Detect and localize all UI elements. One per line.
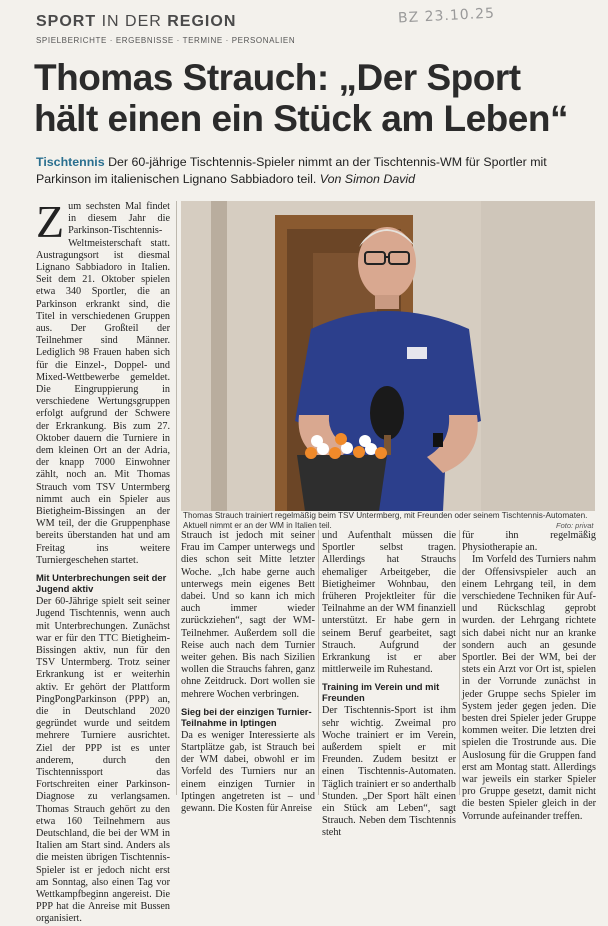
column-3-paragraph-1: und Aufenthalt müssen die Sportler selbst tragen. Allerdings hat Strauchs ehemaliger Arbeitgeber, die Bietigheimer Wohnbau, den früheren Projektleiter für die Teilnahme an der WM finanziell unterstützt. Er habe gern in seinem Beruf gearbeitet, sagt Strauch. Aufgrund der Erkrankung ist er aber mittlerweile im Ruhestand. <box>322 530 456 676</box>
subheading-training: Training im Verein und mit Freunden <box>322 681 440 704</box>
article-column-4 <box>462 530 596 823</box>
column-2-paragraph-1: Strauch ist jedoch mit seiner Frau im Camper unterwegs und dies schon seit Mitte letzter Woche. „Ich habe gerne auch unterwegs mein eigenes Bett dabei. Und so kann ich mich auch immer wieder zurückziehen“, sagt der WM-Teilnehmer. Außerdem soll die Reise auch nach dem Turnier weiter gehen. Bis nach Sizilien wollen die Strauchs fahren, ganz ohne Zeitdruck. Dort wollen sie mehrere Wochen verbringen. <box>181 530 315 700</box>
teaser-author: Von Simon David <box>319 172 416 186</box>
handwritten-date-note: BZ 23.10.25 <box>397 5 496 27</box>
article-column-1 <box>36 196 170 926</box>
column-divider <box>459 530 460 795</box>
article-column-2 <box>181 530 315 815</box>
column-4-paragraph-2: Im Vorfeld des Turniers nahm der Offensivspieler auch an einem Lehrgang teil, in dem verschiedene Techniken für Auf- und Rückschlag geprobt wurden. der Lehrgang richtete sich dabei nicht nur an kranke sondern auch an gesunde Sportler. Bei der WM, bei der stets ein Arzt vor Ort ist, spielen in der Vorrunde zunächst in jeder Gruppe sechs Spieler im System jeder gegen jeden. Die besten drei Spieler jeder Gruppe kommen weiter. Die letzten drei spielen die Trostrunde aus. Die Auslosung für die Gruppen fand erst am Montag statt. Allerdings war jeweils ein starker Spieler pro Gruppe gesetzt, damit nicht die besten Spieler gleich in der Vorrunde aufeinander treffen. <box>462 554 596 822</box>
subheading-jugend: Mit Unterbrechungen seit der Jugend aktiv <box>36 572 167 595</box>
column-divider <box>176 201 177 795</box>
photo-caption: Thomas Strauch trainiert regelmäßig beim TSV Untermberg, mit Freunden oder seinem Tischtennis-Automaten. Aktuell nimmt er an der WM in Italien teil. <box>183 511 588 530</box>
section-title: SPORT IN DER REGION <box>36 13 237 30</box>
teaser <box>36 154 592 188</box>
column-1-paragraph-1: um sechsten Mal findet in diesem Jahr die Parkinson-Tischtennis-Weltmeisterschaft statt. Austragungsort ist diesmal Lignano Sabbiadoro in Italien. Seit dem 21. Oktober spielen etwa 340 Sportler, die an Parkinson erkrankt sind, die Titel in verschiedenen Gruppen aus. Der Großteil der Teilnehmer sind Männer. Lediglich 98 Frauen haben sich für die Einzel-, Doppel- und Mixed-Wettbewerbe gemeldet. Die Eingruppierung in verschiedene Wertungsgruppen erfolgt aufgrund der Schwere der Erkrankung. Bis zum 27. Oktober dauern die Turniere in dem kleinen Ort an der Adria, der knapp 7000 Einwohner zählt, noch an. Mit Thomas Strauch vom TSV Untermberg nimmt auch ein Spieler aus Bietigheim-Bissingen an der WM teil, der die Gruppenphase bereits überstanden hat und am Freitag ins weitere Turniergeschehen startet. <box>36 201 170 566</box>
player-photo-illustration <box>181 201 595 511</box>
teaser-kicker: Tischtennis <box>36 155 105 169</box>
photo-credit: Foto: privat <box>556 521 594 530</box>
headline: Thomas Strauch: „Der Sport hält einen ein Stück am Leben“ <box>34 57 568 139</box>
column-3-paragraph-2: Der Tischtennis-Sport ist ihm sehr wichtig. Zweimal pro Woche trainiert er im Verein, außerdem spielt er mit Freunden. Zudem besitzt er einen Tischtennis-Automaten. Täglich trainiert er so anderthalb Stunden. „Der Sport hält einen ein Stück am Leben“, sagt Strauch. Neben dem Tischtennis steht <box>322 705 456 839</box>
column-1-paragraph-2: Der 60-Jährige spielt seit seiner Jugend Tischtennis, wenn auch mit Unterbrechungen. Zunächst war er für den TTC Bietigheim-Bissingen aktiv, nun für den TSV Untermberg. Trotz seiner Erkrankung ist er weiterhin aktiv. Er gehört der Plattform PingPongParkinson (PPP) an, die in Deutschland 2020 gegründet wurde und seitdem mehrere Turniere ausrichtet. Ziel der PPP ist es unter anderem, durch den Tischtennissport das Fortschreiten einer Parkinson-Diagnose zu verlangsamen. Thomas Strauch gehört zu den etwa 160 Teilnehmern aus Deutschland, die bei der WM in Italien am Start sind. Anders als die meisten übrigen Tischtennis-Spieler ist er jedoch nicht erst am Sonntag, also einen Tag vor Wettkampfbeginn angereist. Die PPP hat die Anreise mit Bussen organisiert. <box>36 596 170 925</box>
teaser-text: Der 60-jährige Tischtennis-Spieler nimmt an der Tischtennis-WM für Sportler mit Parkinson im italienischen Lignano Sabbiadoro teil. <box>36 155 547 186</box>
column-4-paragraph-1: für ihn regelmäßig Physiotherapie an. <box>462 530 596 554</box>
column-2-paragraph-2: Da es weniger Interessierte als Startplätze gab, ist Strauch bei der WM dabei, obwohl er im Vorfeld des Turniers nur an einem einzigen Turnier in Iptingen angetreten ist – und gewann. Die Kosten für Anreise <box>181 729 315 815</box>
section-subline: SPIELBERICHTE · ERGEBNISSE · TERMINE · PERSONALIEN <box>36 36 296 45</box>
article-column-3 <box>322 530 456 840</box>
drop-cap: Z <box>36 196 65 247</box>
subheading-iptingen: Sieg bei der einzigen Turnier-Teilnahme in Iptingen <box>181 705 312 728</box>
column-divider <box>318 530 319 795</box>
article-photo <box>181 201 595 511</box>
